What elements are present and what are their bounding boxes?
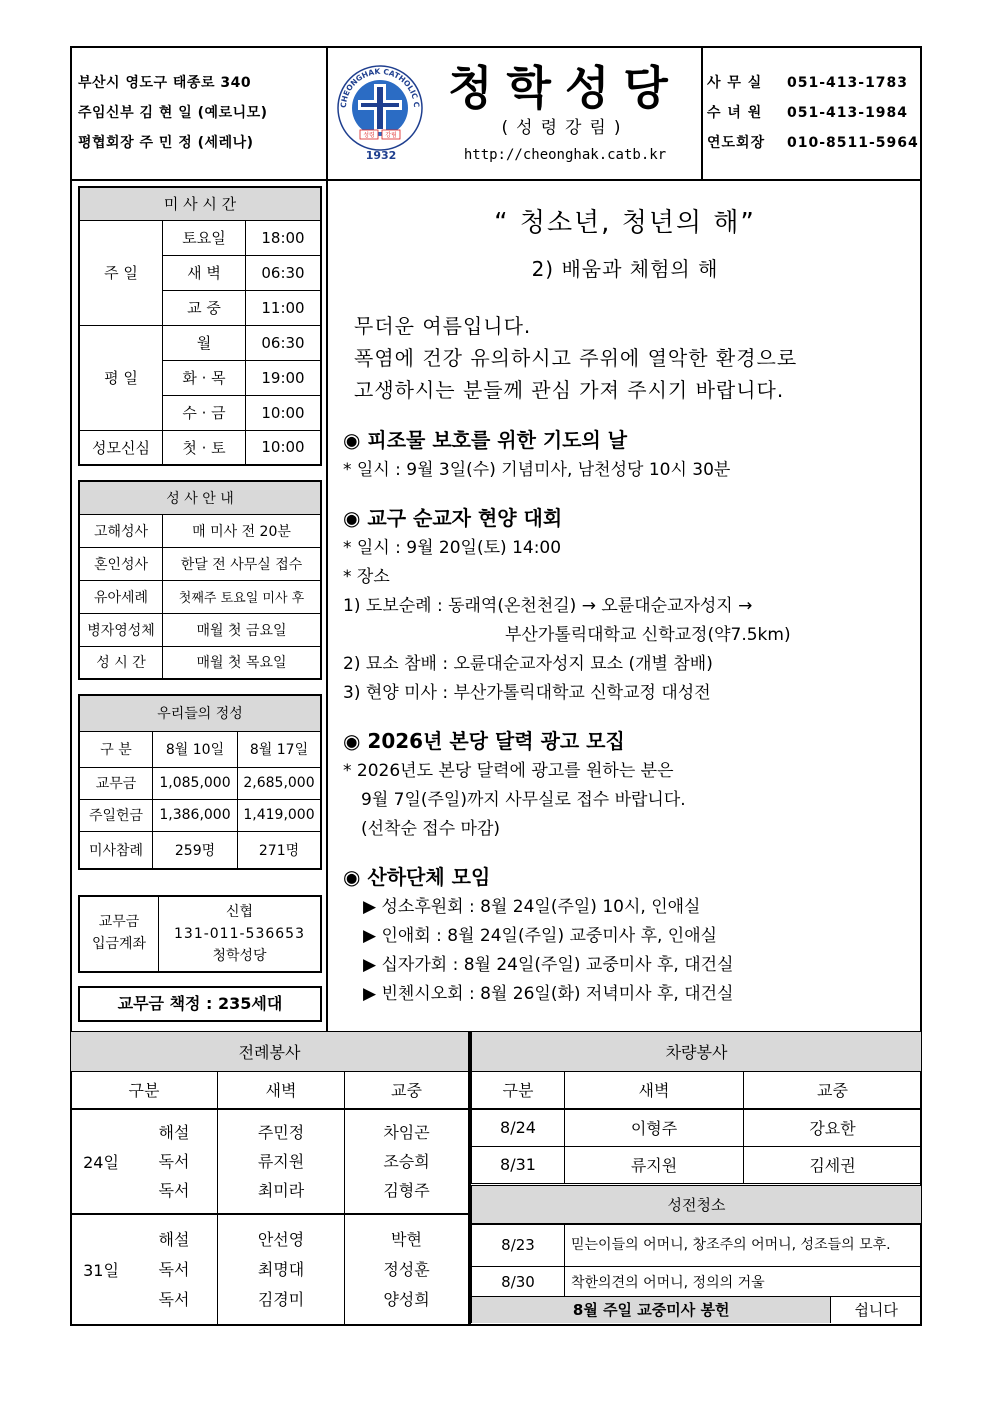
intro-line: 폭염에 건강 유의하시고 주위에 열악한 환경으로 [354, 346, 798, 370]
liturgy-name: 김경미 [257, 1289, 305, 1309]
section-prayer [343, 424, 918, 485]
section-line: 2) 묘소 참배 : 오륜대순교자성지 묘소 (개별 참배) [343, 654, 713, 674]
mass-day: 월 [163, 325, 246, 360]
vehicle-name: 김세권 [744, 1146, 922, 1183]
liturgy-name: 양성희 [383, 1289, 430, 1309]
column-divider [326, 180, 328, 1032]
sacrament-table [78, 480, 322, 680]
offering-title: 우리들의 정성 [79, 695, 321, 731]
mass-time: 11:00 [246, 290, 322, 325]
mass-time: 06:30 [246, 325, 322, 360]
offering-table [78, 694, 322, 870]
vehicle-table [471, 1032, 921, 1184]
section-line: 3) 현양 미사 : 부산가톨릭대학교 신학교정 대성전 [343, 683, 711, 703]
mass-time: 10:00 [246, 430, 322, 465]
liturgy-role: 독서 [158, 1181, 190, 1200]
contact-office [707, 68, 919, 98]
intro-line: 고생하시는 분들께 관심 가져 주시기 바랍니다. [354, 378, 785, 402]
account-label-2: 입금계좌 [91, 936, 147, 952]
vehicle-name: 강요한 [744, 1109, 922, 1146]
liturgy-table [71, 1032, 469, 1324]
header-col-divider-2 [701, 46, 703, 180]
contact-convent-label: 수 녀 원 [707, 105, 763, 121]
sacrament-value: 매 미사 전 20분 [163, 514, 322, 547]
logo-badge-left: 성령 [363, 132, 375, 139]
mass-time: 06:30 [246, 255, 322, 290]
offering-header: 8월 10일 [153, 731, 238, 767]
liturgy-role: 독서 [158, 1259, 190, 1279]
account-number: 131-011-536653 [174, 926, 305, 942]
mass-time: 19:00 [246, 360, 322, 395]
mass-rosary-label: 성모신심 [79, 430, 163, 465]
households-text: 교무금 책정 : 235세대 [117, 994, 283, 1013]
sacrament-name: 유아세례 [79, 580, 163, 613]
offering-value: 2,685,000 [238, 767, 322, 799]
liturgy-date: 31일 [83, 1261, 119, 1280]
liturgy-name: 김형주 [383, 1181, 430, 1200]
section-line: ▶ 빈첸시오회 : 8월 26일(화) 저녁미사 후, 대건실 [363, 984, 734, 1004]
church-subtitle: (성령강림) [501, 118, 629, 138]
section-line: * 2026년도 본당 달력에 광고를 원하는 분은 [343, 761, 674, 781]
section-line: ▶ 성소후원회 : 8월 24일(주일) 10시, 인애실 [363, 897, 701, 917]
cleaning-value: 믿는이들의 어머니, 창조주의 어머니, 성조들의 모후. [565, 1224, 922, 1267]
offering-label: 미사참례 [79, 831, 153, 869]
church-logo [334, 58, 426, 164]
section-line: ▶ 십자가회 : 8월 24일(주일) 교중미사 후, 대건실 [363, 955, 734, 975]
liturgy-role: 독서 [158, 1152, 190, 1171]
account-box [78, 895, 322, 973]
sacrament-value: 첫째주 토요일 미사 후 [163, 580, 322, 613]
section-line: 부산가톨릭대학교 신학교정(약7.5km) [505, 625, 791, 645]
vehicle-header: 교중 [744, 1071, 922, 1109]
contact-office-label: 사 무 실 [707, 75, 763, 91]
offering-label: 주일헌금 [79, 799, 153, 831]
section-line: * 일시 : 9월 20일(토) 14:00 [343, 538, 562, 558]
main-title: “ 청소년, 청년의 해” [494, 208, 756, 238]
account-holder: 청학성당 [212, 948, 267, 964]
section-line: * 장소 [343, 567, 390, 587]
sacrament-name: 고해성사 [79, 514, 163, 547]
offering-header: 구 분 [79, 731, 153, 767]
header-divider [70, 179, 922, 181]
sacrament-name: 성 시 간 [79, 646, 163, 679]
main-subtitle: 2) 배움과 체험의 해 [531, 257, 719, 281]
contact-funeral-value: 010-8511-5964 [787, 135, 919, 151]
vehicle-title: 차량봉사 [472, 1032, 922, 1071]
logo-arc-text: CHEONGHAK CATHOLIC C [338, 66, 422, 109]
contact-convent [707, 98, 919, 128]
section-line: * 일시 : 9월 3일(수) 기념미사, 남천성당 10시 30분 [343, 460, 731, 480]
offering-header: 8월 17일 [238, 731, 322, 767]
section-groups [343, 861, 918, 1009]
cleaning-table [471, 1185, 921, 1323]
vehicle-date: 8/24 [472, 1109, 565, 1146]
liturgy-name: 차임곤 [383, 1123, 430, 1142]
liturgy-role: 해설 [158, 1229, 190, 1249]
church-url[interactable]: http://cheonghak.catb.kr [463, 147, 667, 163]
mass-day: 수 · 금 [163, 395, 246, 430]
sacrament-value: 한달 전 사무실 접수 [163, 547, 322, 580]
intro [354, 310, 914, 406]
mass-time: 18:00 [246, 220, 322, 255]
vehicle-header: 새벽 [565, 1071, 744, 1109]
offering-value: 271명 [238, 831, 322, 869]
mass-day: 새 벽 [163, 255, 246, 290]
vehicle-header: 구분 [472, 1071, 565, 1109]
mass-times-table [78, 186, 322, 466]
mass-day: 교 중 [163, 290, 246, 325]
mass-time: 10:00 [246, 395, 322, 430]
vehicle-name: 이형주 [565, 1109, 744, 1146]
liturgy-date: 24일 [83, 1153, 119, 1172]
mass-day: 첫 · 토 [163, 430, 246, 465]
mass-sunday-label: 주 일 [79, 220, 163, 325]
contact-convent-value: 051-413-1984 [787, 105, 909, 121]
offering-value: 1,419,000 [238, 799, 322, 831]
liturgy-name: 안선영 [257, 1229, 305, 1249]
liturgy-name: 류지원 [257, 1152, 305, 1171]
mass-day: 토요일 [163, 220, 246, 255]
liturgy-header: 구분 [71, 1071, 218, 1109]
pastor: 주임신부 김 현 일 (예로니모) [78, 105, 268, 121]
account-bank: 신협 [225, 904, 254, 920]
church-title: 청학성당 [448, 61, 682, 115]
account-detail [159, 901, 320, 967]
section-title: ◉ 피조물 보호를 위한 기도의 날 [343, 428, 628, 452]
sacrament-title: 성 사 안 내 [79, 481, 321, 514]
logo-year: 1932 [365, 149, 397, 162]
vehicle-name: 류지원 [565, 1146, 744, 1183]
section-calendar [343, 725, 918, 844]
account-label-1: 교무금 [98, 914, 140, 930]
section-line: (선착순 접수 마감) [361, 819, 501, 839]
contact-funeral-label: 연도회장 [707, 135, 766, 151]
vehicle-date: 8/31 [472, 1146, 565, 1183]
sacrament-value: 매월 첫 금요일 [163, 613, 322, 646]
offering-mass-label: 8월 주일 교중미사 봉헌 [472, 1297, 831, 1323]
offering-value: 1,085,000 [153, 767, 238, 799]
section-title: ◉ 산하단체 모임 [343, 865, 491, 889]
contact-list [707, 68, 919, 158]
cleaning-title: 성전청소 [472, 1186, 922, 1224]
liturgy-header: 교중 [345, 1071, 469, 1109]
offering-label: 교무금 [79, 767, 153, 799]
liturgy-name: 최명대 [257, 1259, 305, 1279]
cleaning-date: 8/30 [472, 1267, 565, 1297]
mass-title: 미 사 시 간 [79, 187, 321, 220]
section-title: ◉ 2026년 본당 달력 광고 모집 [343, 729, 625, 753]
cleaning-date: 8/23 [472, 1224, 565, 1267]
offering-value: 1,386,000 [153, 799, 238, 831]
sacrament-name: 혼인성사 [79, 547, 163, 580]
liturgy-role: 독서 [158, 1289, 190, 1309]
contact-funeral [707, 128, 919, 158]
section-martyr [343, 502, 918, 708]
liturgy-role: 해설 [158, 1123, 190, 1142]
section-line: ▶ 인애회 : 8월 24일(주일) 교중미사 후, 인애실 [363, 926, 718, 946]
mass-weekday-label: 평 일 [79, 325, 163, 430]
intro-line: 무더운 여름입니다. [354, 314, 532, 338]
offering-value: 259명 [153, 831, 238, 869]
council-president: 평협회장 주 민 정 (세레나) [78, 135, 254, 151]
section-title: ◉ 교구 순교자 현양 대회 [343, 506, 563, 530]
account-label-cell [80, 897, 159, 971]
header-col-divider-1 [326, 46, 328, 180]
liturgy-header: 새벽 [218, 1071, 345, 1109]
liturgy-name: 주민정 [257, 1123, 305, 1142]
header-info [78, 68, 324, 158]
section-line: 9월 7일(주일)까지 사무실로 접수 바랍니다. [361, 790, 686, 810]
liturgy-name: 박현 [391, 1229, 422, 1249]
mass-day: 화 · 목 [163, 360, 246, 395]
offering-mass-value: 쉽니다 [831, 1297, 921, 1323]
sacrament-name: 병자영성체 [79, 613, 163, 646]
liturgy-name: 최미라 [257, 1181, 305, 1200]
address: 부산시 영도구 태종로 340 [78, 75, 252, 91]
liturgy-name: 조승희 [383, 1152, 430, 1171]
liturgy-title: 전례봉사 [71, 1032, 469, 1071]
cleaning-value: 착한의견의 어머니, 정의의 거울 [565, 1267, 922, 1297]
liturgy-name: 정성훈 [383, 1259, 430, 1279]
contact-office-value: 051-413-1783 [787, 75, 909, 91]
logo-badge-right: 강림 [385, 132, 397, 139]
households-box [78, 986, 322, 1022]
sacrament-value: 매월 첫 목요일 [163, 646, 322, 679]
section-line: 1) 도보순례 : 동래역(온천천길) → 오륜대순교자성지 → [343, 596, 753, 616]
